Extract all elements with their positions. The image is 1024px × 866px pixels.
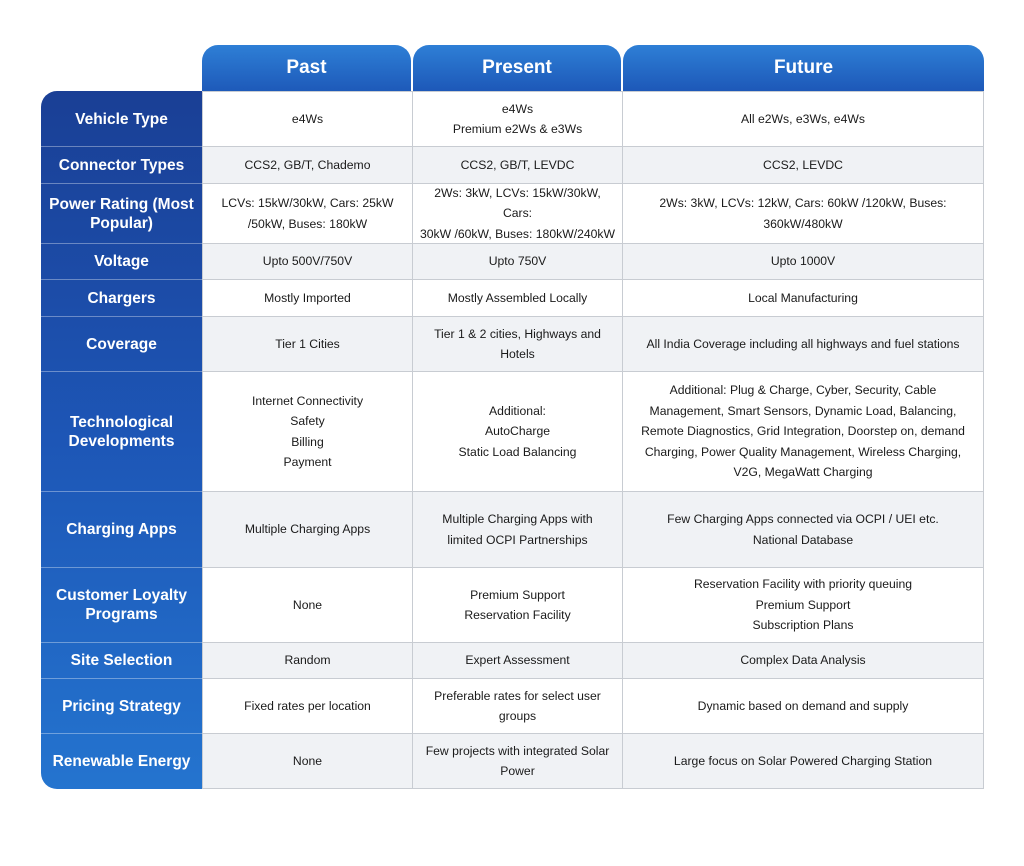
cell-present: Multiple Charging Apps with limited OCPI Partnerships <box>413 492 623 567</box>
cell-past: None <box>202 734 413 788</box>
table-row <box>52 734 984 789</box>
row-label: Renewable Energy <box>52 753 191 770</box>
cell-present: Premium Support Reservation Facility <box>413 568 623 642</box>
cell-future: Large focus on Solar Powered Charging Station <box>623 734 984 788</box>
table-row <box>70 643 984 679</box>
cell-future: All India Coverage including all highways and fuel stations <box>623 317 984 371</box>
column-header-future: Future <box>623 45 984 91</box>
cell-future: 2Ws: 3kW, LCVs: 12kW, Cars: 60kW /120kW, Buses: 360kW/480kW <box>623 184 984 243</box>
cell-past: LCVs: 15kW/30kW, Cars: 25kW /50kW, Buses: 180kW <box>202 184 413 243</box>
table-row <box>87 280 984 317</box>
table-row <box>86 317 984 372</box>
column-header-present: Present <box>413 45 621 91</box>
row-label: Customer Loyalty Programs <box>41 568 202 643</box>
cell-past: Tier 1 Cities <box>202 317 413 371</box>
cell-present: e4Ws Premium e2Ws & e3Ws <box>413 92 623 146</box>
table-row <box>58 147 984 184</box>
cell-future: Dynamic based on demand and supply <box>623 679 984 733</box>
cell-future: Few Charging Apps connected via OCPI / UEI etc. National Database <box>623 492 984 567</box>
cell-present: Few projects with integrated Solar Power <box>413 734 623 788</box>
cell-past: None <box>202 568 413 642</box>
row-label: Connector Types <box>41 147 202 184</box>
column-header-past: Past <box>202 45 411 93</box>
cell-future: CCS2, LEVDC <box>623 147 984 183</box>
table-row <box>94 244 984 280</box>
table-row <box>66 492 984 568</box>
cell-future: All e2Ws, e3Ws, e4Ws <box>623 92 984 146</box>
cell-past: Fixed rates per location <box>202 679 413 733</box>
cell-present: Tier 1 & 2 cities, Highways and Hotels <box>413 317 623 371</box>
cell-present: Preferable rates for select user groups <box>413 679 623 733</box>
cell-future: Upto 1000V <box>623 244 984 279</box>
table-row <box>68 372 984 492</box>
row-label: Coverage <box>41 317 202 372</box>
row-label: Charging Apps <box>41 492 202 568</box>
cell-future: Complex Data Analysis <box>623 643 984 678</box>
cell-past: Mostly Imported <box>202 280 413 316</box>
cell-present: Additional: AutoCharge Static Load Balancing <box>413 372 623 491</box>
row-label: Chargers <box>41 280 202 317</box>
cell-present: Expert Assessment <box>413 643 623 678</box>
cell-past: Multiple Charging Apps <box>202 492 413 567</box>
table-row <box>75 92 984 147</box>
cell-present: Upto 750V <box>413 244 623 279</box>
cell-present: 2Ws: 3kW, LCVs: 15kW/30kW, Cars: 30kW /60kW, Buses: 180kW/240kW <box>413 184 623 243</box>
cell-past: Random <box>202 643 413 678</box>
cell-past: CCS2, GB/T, Chademo <box>202 147 413 183</box>
cell-future: Local Manufacturing <box>623 280 984 316</box>
table-row <box>56 568 984 643</box>
row-label: Power Rating (Most Popular) <box>41 184 202 244</box>
cell-present: Mostly Assembled Locally <box>413 280 623 316</box>
cell-past: Internet Connectivity Safety Billing Payment <box>202 372 413 491</box>
cell-present: CCS2, GB/T, LEVDC <box>413 147 623 183</box>
cell-future: Reservation Facility with priority queuing Premium Support Subscription Plans <box>623 568 984 642</box>
row-label: Pricing Strategy <box>41 679 202 734</box>
row-label: Technological Developments <box>41 372 202 492</box>
row-label: Site Selection <box>41 643 202 679</box>
table-row <box>49 184 984 244</box>
cell-past: e4Ws <box>202 92 413 146</box>
comparison-table <box>49 91 984 789</box>
row-label: Vehicle Type <box>41 92 202 147</box>
row-label: Voltage <box>41 244 202 280</box>
table-row <box>62 679 984 734</box>
cell-future: Additional: Plug & Charge, Cyber, Security, Cable Management, Smart Sensors, Dynamic Load, Balancing, Remote Diagnostics, Grid Integration, Doorstep on, demand Charging, Power Quality Management, Wireless Charging, V2G, MegaWatt Charging <box>623 372 984 491</box>
cell-past: Upto 500V/750V <box>202 244 413 279</box>
